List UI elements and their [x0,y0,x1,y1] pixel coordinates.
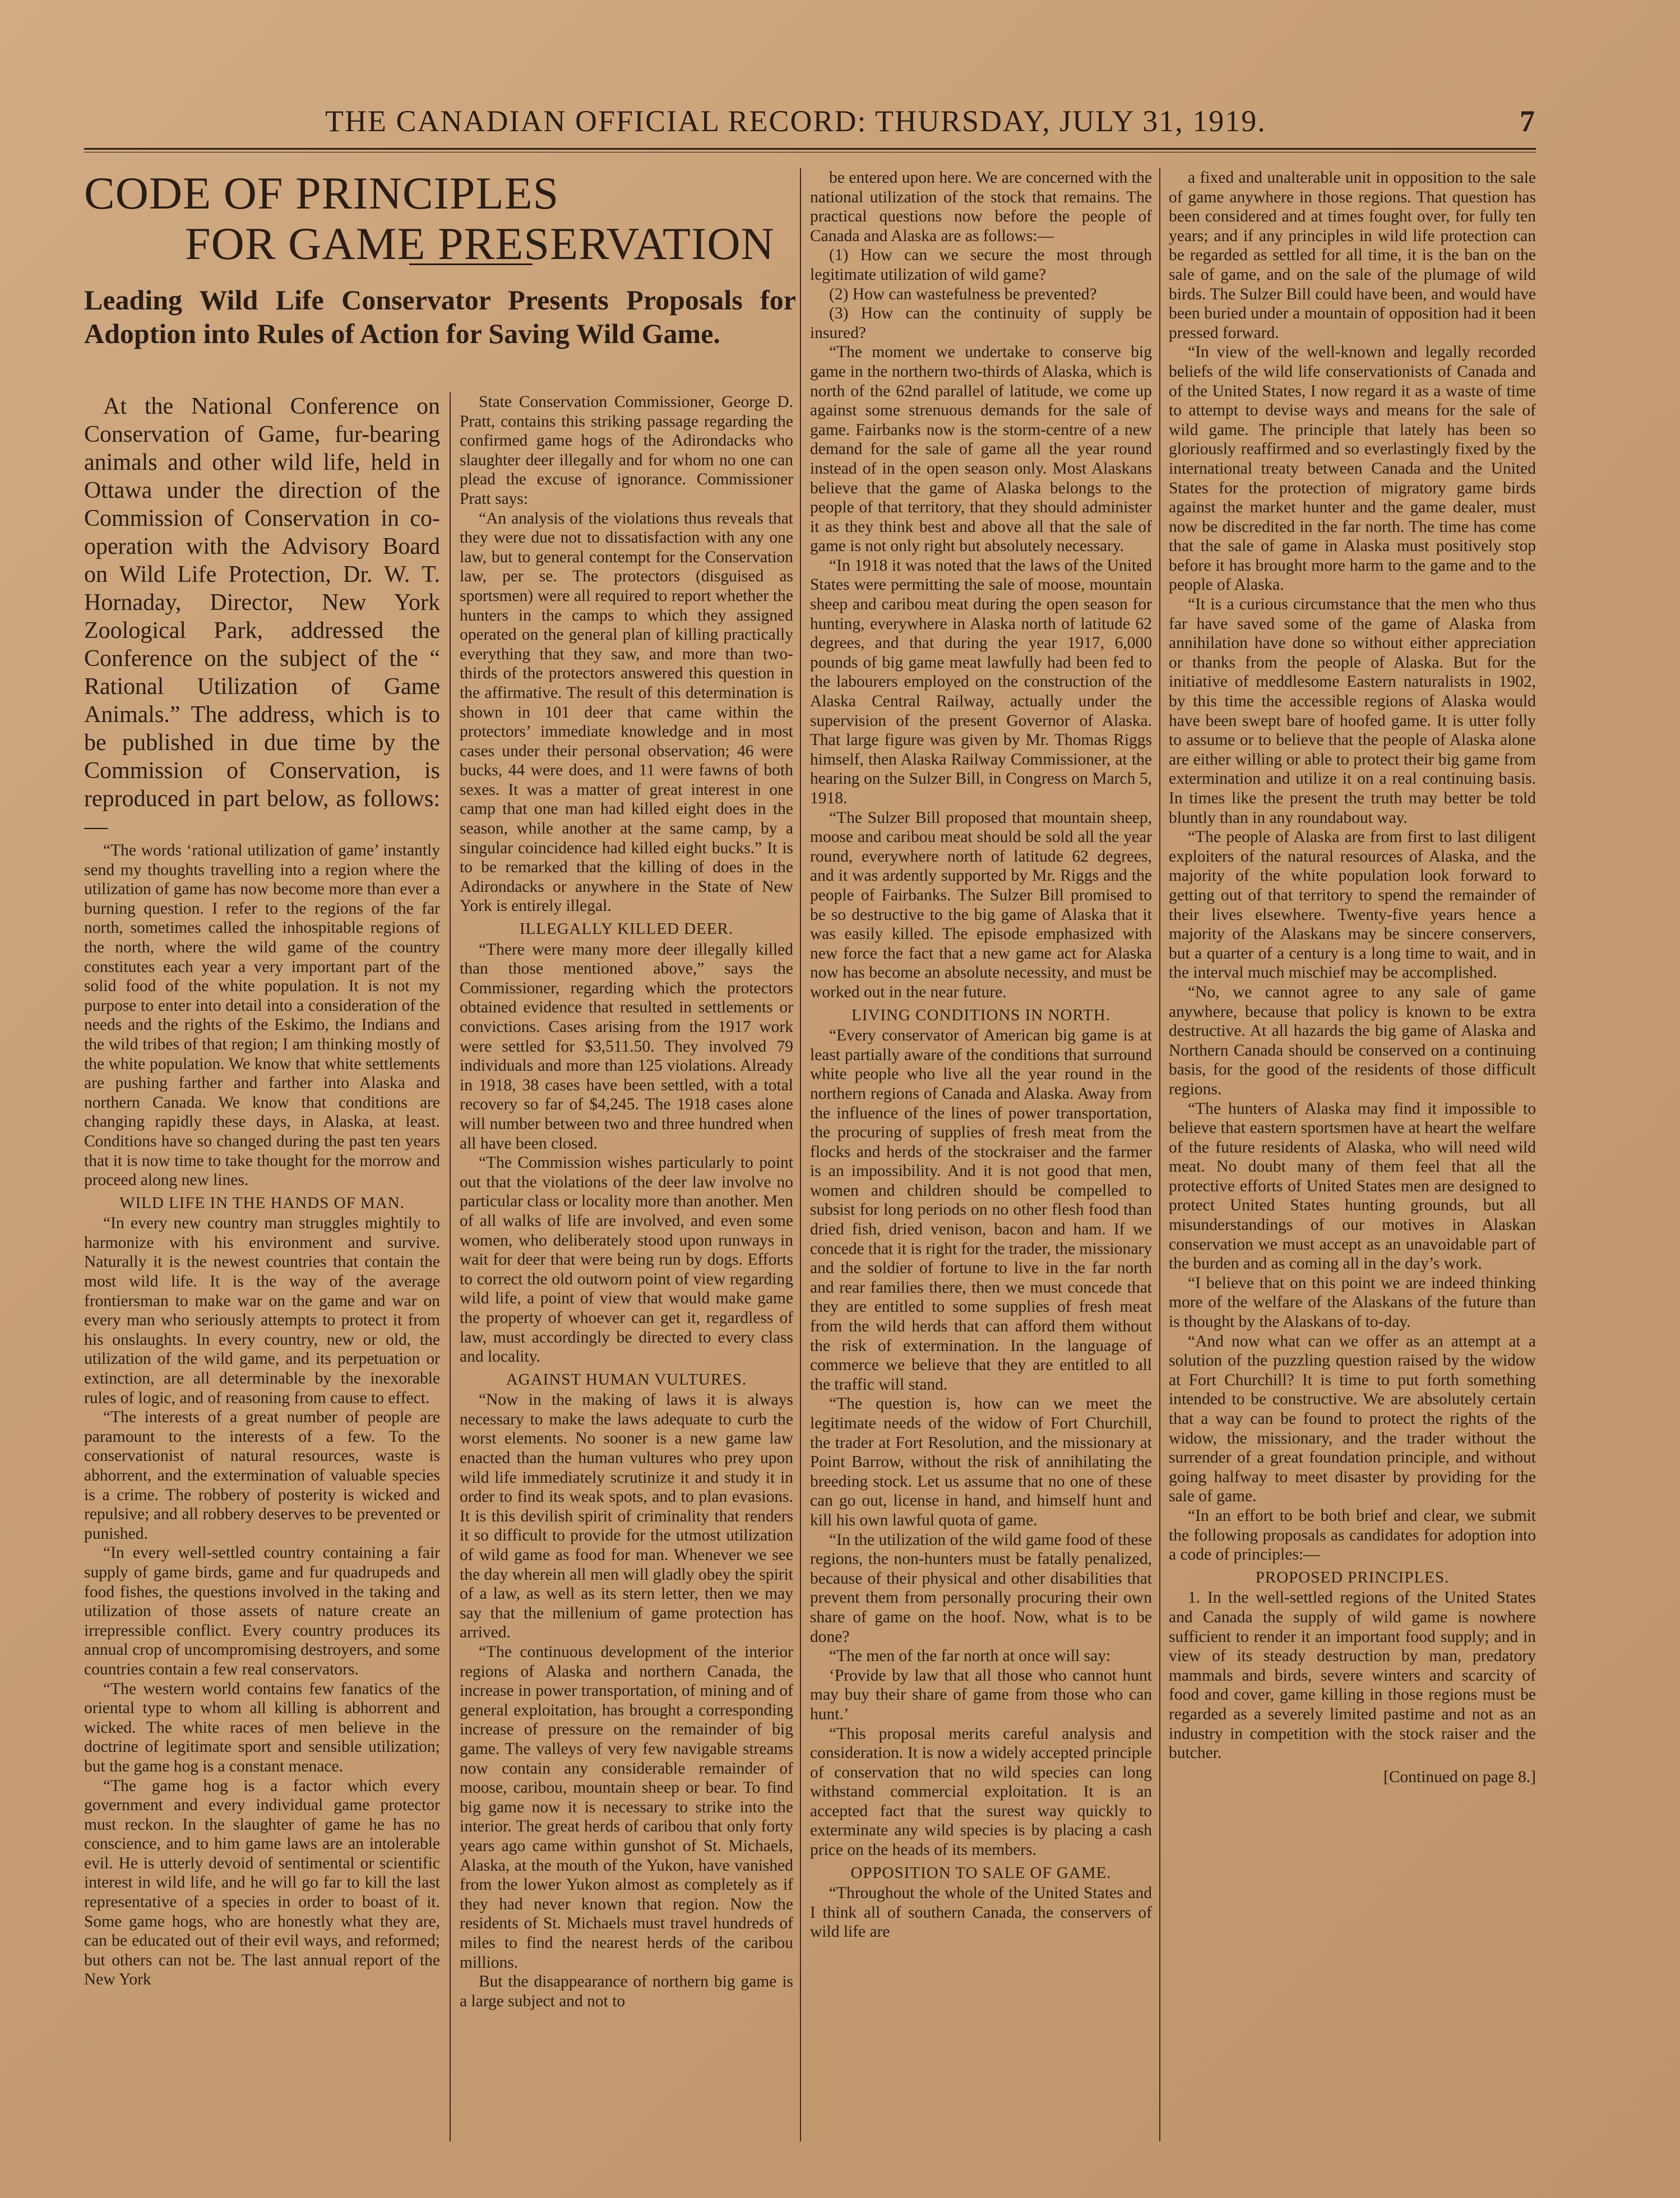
lead-paragraph: At the National Conference on Conservation of Game, fur-bearing animals and other wild life, held in Ottawa under the direction of the Commission of Conservation in co-operation with the Advisory Board on Wild Life Protection, Dr. W. T. Hornaday, Director, New York Zoological Park, addressed the Conference on the subject of the “ Rational Utilization of Game Animals.” The address, which is to be published in due time by the Commission of Conservation, is reproduced in part below, as follows:— [84,394,440,840]
headline-divider [409,263,533,265]
paragraph: “In every new country man struggles mightily to harmonize with his environment and survive. Naturally it is the newest countries that contain the most wild life. It is the way of the average frontiersman to make war on the game and war on every man who seriously attempts to protect it from his onslaughts. In every country, new or old, the utilization of the wild game, and its perpetuation or extinction, are all determinable by the inexorable rules of logic, and of reasoning from cause to effect. [84,1214,440,1407]
paragraph: State Conservation Commissioner, George D. Pratt, contains this striking passage regarding the confirmed game hogs of the Adirondacks who slaughter deer illegally and for whom no one can plead the excuse of ignorance. Commissioner Pratt says: [460,393,793,508]
question-item: (2) How can wastefulness be prevented? [829,285,1097,303]
paragraph: “It is a curious circumstance that the men who thus far have saved some of the game of Alaska from annihilation have done so without either appreciation or thanks from the people of Alaska. But for the initiative of meddlesome Eastern naturalists in 1902, by this time the accessible regions of Alaska would have been swept bare of hoofed game. It is utter folly to assume or to believe that the people of Alaska alone are either willing or able to protect their big game from extermination and utilize it on a real continuing basis. In times like the present the truth may better be told bluntly than in any roundabout way. [1169,595,1536,827]
paragraph: “The western world contains few fanatics of the oriental type to whom all killing is abhorrent and wicked. The white races of men believe in the doctrine of legitimate sport and sensible utilization; but the game hog is a constant menace. [84,1679,440,1775]
paragraph: “The hunters of Alaska may find it impossible to believe that eastern sportsmen have at heart the welfare of the future residents of Alaska, who will need wild meat. No doubt many of them feel that all the protective efforts of United States men are designed to protect United States hunting grounds, but all misunderstandings of our motives in Alaskan conservation we must accept as an unavoidable part of the burden and as coming all in the day’s work. [1169,1099,1536,1273]
paragraph: “The Commission wishes particularly to point out that the violations of the deer law involve no particular class or locality more than another. Men of all walks of life are involved, and even some women, who deliberately stood upon runways in wait for deer that were being run by dogs. Efforts to correct the old outworn point of view regarding wild life, a point of view that would make game the property of whoever can get it, regardless of law, must accordingly be directed to every class and locality. [460,1154,793,1366]
header-rule [84,148,1536,150]
paragraph: “Now in the making of laws it is always necessary to make the laws adequate to curb the worst elements. No sooner is a new game law enacted than the human vultures who prey upon wild life immediately scrutinize it and study it in order to find its weak spots, and to plan evasions. It is this devilish spirit of criminality that renders it so difficult to provide for the utmost utilization of wild game as food for man. Whenever we see the day wherein all men will gladly obey the spirit of a law, as well as its stern letter, then we may say that the millenium of game protection has arrived. [460,1391,793,1642]
paragraph: “There were many more deer illegally killed than those mentioned above,” says the Commissioner, regarding which the protectors obtained evidence that resulted in settlements or convictions. Cases arising from the 1917 work were settled for $3,511.50. They involved 79 individuals and more than 125 violations. Already in 1918, 38 cases have been settled, with a total recovery so far of $4,245. The 1918 cases alone will number between two and three hundred when all have been closed. [460,940,793,1153]
paragraph: a fixed and unalterable unit in opposition to the sale of game anywhere in those regions. That question has been considered and at times fought over, for fully ten years; and if any principles in wild life protection can be regarded as settled for all time, it is the ban on the sale of game, and on the sale of the plumage of wild birds. The Sulzer Bill could have been, and would have been buried under a mountain of opposition had it been pressed forward. [1169,169,1536,342]
headline-line-2: FOR GAME PRESERVATION [185,218,775,269]
paragraph: “In every well-settled country containing a fair supply of game birds, game and fur quadrupeds and food fishes, the questions involved in the taking and utilization of those assets of nature create an irrepressible conflict. Every country produces its annual crop of uncompromising destroyers, and some countries contain a few real conservators. [84,1544,440,1678]
section-heading: PROPOSED PRINCIPLES. [1255,1568,1450,1586]
paragraph: “No, we cannot agree to any sale of game anywhere, because that policy is known to be extra destructive. At all hazards the big game of Alaska and Northern Canada should be conserved on a continuing basis, for the good of the residents of those difficult regions. [1169,983,1536,1098]
paragraph: 1. In the well-settled regions of the United States and Canada the supply of wild game is nowhere sufficient to render it an important food supply; and in view of its steady destruction by man, predatory mammals and birds, severe winters and scarcity of food and cover, game killing in those regions must be regarded as a severely limited pastime and not as an industry in competition with the stock raiser and the butcher. [1169,1589,1536,1762]
section-heading: WILD LIFE IN THE HANDS OF MAN. [119,1193,405,1212]
continued-notice: [Continued on page 8.] [1383,1767,1536,1786]
paragraph: “In 1918 it was noted that the laws of the United States were permitting the sale of moose, mountain sheep and caribou meat during the open season for hunting, everywhere in Alaska north of latitude 62 degrees, and that during the year 1917, 6,000 pounds of big game meat lawfully had been fed to the labourers employed on the construction of the Alaska Central Railway, actually under the supervision of the present Governor of Alaska. That large figure was given by Mr. Thomas Riggs himself, then Alaska Railway Commissioner, at the hearing on the Sulzer Bill, in Congress on March 5, 1918. [810,556,1152,807]
page-number: 7 [1520,104,1536,138]
paragraph: “The men of the far north at once will say: [829,1647,1111,1665]
paragraph: “This proposal merits careful analysis and consideration. It is now a widely accepted principle of conservation that no wild species can long withstand commercial exploitation. It is an accepted fact that the surest way quickly to exterminate any wild species is by placing a cash price on the heads of its members. [810,1724,1152,1859]
page-header [84,104,1536,143]
paragraph: “The people of Alaska are from first to last diligent exploiters of the natural resources of Alaska, and the majority of the white population look forward to getting out of that territory to spend the remainder of their lives elsewhere. Twenty-five years hence a majority of the Alaskans may be sincere conservers, but a quarter of a century is a long time to wait, and in the interval much mischief may be accomplished. [1169,828,1536,982]
paragraph: “In view of the well-known and legally recorded beliefs of the wild life conservationists of Canada and of the United States, I now regard it as a waste of time to attempt to devise ways and means for the sale of wild game. The principle that lately has been so gloriously reaffirmed and so everlastingly fixed by the international treaty between Canada and the United States for the protection of migratory game birds against the market hunter and the game dealer, must now be discredited in the far north. The time has come that the sale of game in Alaska must positively stop before it has brought more harm to the game and to the people of Alaska. [1169,343,1536,594]
paragraph: “The moment we undertake to conserve big game in the northern two-thirds of Alaska, which is north of the 62nd parallel of latitude, we come up against some strenuous demands for the sale of game. Fairbanks now is the storm-centre of a new demand for the sale of game all the year round instead of in the open season only. Most Alaskans believe that the game of Alaska belongs to the people of that territory, that they should administer it as they think best and above all that the sale of game is not only right but absolutely necessary. [810,343,1152,556]
paragraph: “The question is, how can we meet the legitimate needs of the widow of Fort Churchill, the trader at Fort Resolution, and the missionary at Point Barrow, without the risk of annihilating the breeding stock. Let us assume that no one of these can go out, license in hand, and himself hunt and kill his own lawful quota of game. [810,1395,1152,1529]
question-item: (1) How can we secure the most through legitimate utilization of wild game? [810,246,1152,284]
paragraph: “The Sulzer Bill proposed that mountain sheep, moose and caribou meat should be sold all the year round, everywhere north of latitude 62 degrees, and it was ardently supported by Mr. Riggs and the people of Fairbanks. The Sulzer Bill promised to be so destructive to the big game of Alaska that it was easily killed. The episode emphasized with new force the fact that a new game act for Alaska now has become an absolute necessity, and must be worked out in the near future. [810,808,1152,1001]
column-3 [810,168,1152,2141]
headline-line-1: CODE OF PRINCIPLES [84,168,559,219]
paragraph: “An analysis of the violations thus reveals that they were due not to dissatisfaction with any one law, but to general contempt for the Conservation law, per se. The protectors (disguised as sportsmen) were all required to report whether the hunters in the camps to which they assigned operated on the general plan of killing practically everything that they saw, and more than two-thirds of the protectors answered this question in the affirmative. The result of this determination is shown in 101 deer that came within the protectors’ immediate knowledge and in most cases under their personal observation; 46 were bucks, 44 were does, and 11 were fawns of both sexes. It was a matter of great interest in one camp that one man had killed eight does in the season, while another at the same camp, by a singular coincidence had killed eight bucks.” It is to be remarked that the killing of does in the Adirondacks or anywhere in the State of New York is entirely illegal. [460,509,793,915]
column-divider-1 [450,392,451,2141]
paragraph: be entered upon here. We are concerned with the national utilization of the stock that remains. The practical questions now before the people of Canada and Alaska are as follows:— [810,169,1152,245]
paragraph: “And now what can we offer as an attempt at a solution of the puzzling question raised by the widow at Fort Churchill? It is time to put forth something intended to be constructive. We are absolutely certain that a way can be found to protect the rights of the widow, the missionary, and the trader without the surrender of a great foundation principle, and without going halfway to meet disaster by providing for the sale of game. [1169,1332,1536,1506]
paragraph: ‘Provide by law that all those who cannot hunt may buy their share of game from those who can hunt.’ [810,1666,1152,1723]
paragraph: “I believe that on this point we are indeed thinking more of the welfare of the Alaskans of the future than is thought by the Alaskans of to-day. [1169,1274,1536,1331]
paragraph: “The words ‘rational utilization of game’ instantly send my thoughts travelling into a region where the utilization of game has now become more than ever a burning question. I refer to the regions of the far north, sometimes called the inhospitable regions of the north, where the wild game of the country constitutes each year a very important part of the solid food of the white population. It is not my purpose to enter into detail into a consideration of the needs and the rights of the Eskimo, the Indians and the wild tribes of that region; I am thinking mostly of the white population. We know that white settlements are pushing farther and farther into Alaska and northern Canada. We know that conditions are changing rapidly these days, in Alaska, at least. Conditions have so changed during the past ten years that it is now time to take thought for the morrow and proceed along new lines. [84,841,440,1190]
paragraph: “The interests of a great number of people are paramount to the interests of a few. To the conservationist of natural resources, waste is abhorrent, and the extermination of valuable species is a crime. The robbery of posterity is wicked and repulsive; and all robbery deserves to be prevented or punished. [84,1408,440,1543]
paragraph: “In an effort to be both brief and clear, we submit the following proposals as candidates for adoption into a code of principles:— [1169,1506,1536,1564]
question-item: (3) How can the continuity of supply be insured? [810,304,1152,342]
section-heading: ILLEGALLY KILLED DEER. [519,920,734,938]
article-subheadline: Leading Wild Life Conservator Presents Proposals for Adoption into Rules of Action for Saving Wild Game. [84,284,796,349]
section-heading: OPPOSITION TO SALE OF GAME. [850,1863,1112,1882]
paragraph: “Throughout the whole of the United States and I think all of southern Canada, the conservers of wild life are [810,1884,1152,1941]
column-divider-3 [1159,168,1160,2141]
section-heading: LIVING CONDITIONS IN NORTH. [851,1006,1110,1024]
article-headline [84,168,795,269]
paragraph: “Every conservator of American big game is at least partially aware of the conditions that surround white people who live all the year round in the northern regions of Canada and Alaska. Away from the influence of the lines of power transportation, the procuring of supplies of fresh meat from the flocks and herds of the stockraiser and the farmer is an impossibility. And it is not good that men, women and children should be compelled to subsist for long periods on no other flesh food than dried fish, dried venison, bacon and ham. If we concede that it is right for the trader, the missionary and the soldier of fortune to live in the far north and rear families there, then we must concede that they are entitled to some supplies of fresh meat from the wild herds that can afford them without the risk of extermination. In the language of commerce we believe that they are entitled to all the traffic will stand. [810,1026,1152,1394]
column-2 [460,392,793,2141]
paragraph: “In the utilization of the wild game food of these regions, the non-hunters must be fatally penalized, because of their physical and other disabilities that prevent them from personally procuring their own share of game on the hoof. Now, what is to be done? [810,1530,1152,1646]
header-title: THE CANADIAN OFFICIAL RECORD: THURSDAY, JULY 31, 1919. [325,104,1266,138]
section-heading: AGAINST HUMAN VULTURES. [506,1370,747,1389]
column-4 [1169,168,1536,2141]
paragraph: “The game hog is a factor which every government and every individual game protector must reckon. In the slaughter of game he has no conscience, and to him game laws are an intolerable evil. He is utterly devoid of sentimental or scientific interest in wild life, and he will go far to kill the last representative of a species in order to boast of it. Some game hogs, who are honestly what they are, can be educated out of their evil ways, and reformed; but others can not be. The last annual report of the New York [84,1776,440,1989]
column-divider-2 [800,168,801,2141]
column-1 [84,392,440,2141]
paragraph: “The continuous development of the interior regions of Alaska and northern Canada, the increase in power transportation, of mining and of general exploitation, has brought a corresponding increase of pressure on the remainder of big game. The valleys of very few navigable streams now contain any considerable remainder of moose, caribou, mountain sheep or bear. To find big game now it is necessary to strike into the interior. The great herds of caribou that only forty years ago came within gunshot of St. Michaels, Alaska, at the mouth of the Yukon, have vanished from the lower Yukon almost as completely as if they had never known that region. Now the residents of St. Michaels must travel hundreds of miles to find the nearest herds of the caribou millions. [460,1643,793,1972]
paragraph: But the disappearance of northern big game is a large subject and not to [460,1973,793,2010]
